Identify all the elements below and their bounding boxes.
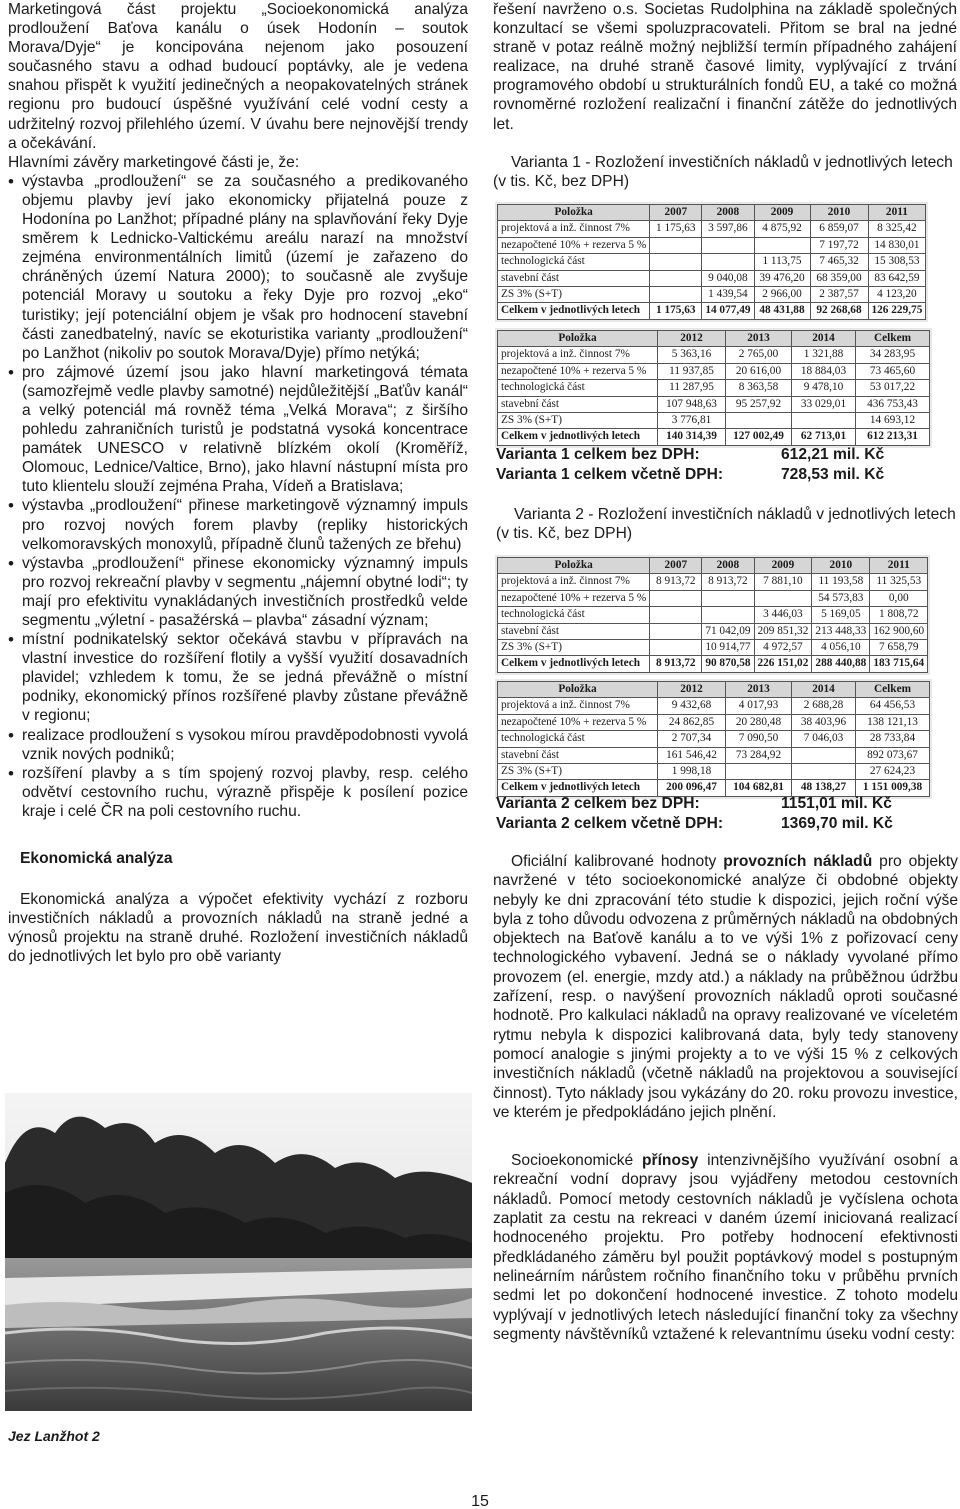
column-header: 2013: [726, 331, 792, 347]
weir-photo: [5, 1093, 472, 1411]
value-cell: 127 002,49: [726, 429, 792, 445]
table-row: [498, 380, 930, 396]
table-header-row: [498, 205, 926, 221]
row-label-cell: projektová a inž. činnost 7%: [498, 574, 650, 590]
value-cell: [726, 764, 792, 780]
column-header: 2008: [702, 558, 754, 574]
value-cell: [792, 764, 856, 780]
column-header: 2007: [650, 205, 702, 221]
column-header: 2007: [650, 558, 702, 574]
row-label-cell: nezapočtené 10% + rezerva 5 %: [498, 237, 650, 253]
variant2-sum-vat-row: [496, 815, 893, 833]
table-row: [498, 429, 930, 445]
row-label-cell: technologická část: [498, 254, 650, 270]
value-cell: 28 733,84: [856, 731, 930, 747]
value-cell: 4 123,20: [868, 287, 926, 303]
value-cell: 48 138,27: [792, 780, 856, 796]
table-row: [498, 623, 928, 639]
page-number: 15: [471, 1493, 489, 1509]
right-column-bottom: [493, 852, 958, 1344]
value-cell: 436 753,43: [856, 396, 930, 412]
value-cell: 2 688,28: [792, 698, 856, 714]
value-cell: 11 193,58: [812, 574, 870, 590]
table-row: [498, 731, 930, 747]
table-row: [498, 270, 926, 286]
row-label-cell: nezapočtené 10% + rezerva 5 %: [498, 590, 650, 606]
variant2-sum-vat-value: 1369,70 mil. Kč: [781, 815, 893, 832]
table-row: [498, 237, 926, 253]
value-cell: 62 713,01: [792, 429, 856, 445]
row-label-cell: stavební část: [498, 270, 650, 286]
variant1-sum-vat-label: Varianta 1 celkem včetně DPH:: [496, 466, 724, 483]
column-header: Položka: [498, 558, 650, 574]
value-cell: [754, 590, 812, 606]
value-cell: 1 439,54: [702, 287, 754, 303]
row-label-cell: ZS 3% (S+T): [498, 640, 650, 656]
variant2-table-b: [495, 679, 932, 799]
value-cell: 9 478,10: [792, 380, 856, 396]
value-cell: 11 325,53: [870, 574, 928, 590]
row-label-cell: projektová a inž. činnost 7%: [498, 347, 658, 363]
table-header-row: [498, 558, 928, 574]
ben-text-start: Socioekonomické: [511, 1152, 642, 1170]
table-header-row: [498, 331, 930, 347]
row-label-cell: stavební část: [498, 623, 650, 639]
variant2-table-a: [495, 555, 930, 675]
variant2-sum-value: 1151,01 mil. Kč: [781, 795, 892, 812]
value-cell: 892 073,67: [856, 747, 930, 763]
value-cell: 6 859,07: [810, 221, 868, 237]
value-cell: 20 616,00: [726, 363, 792, 379]
value-cell: 33 029,01: [792, 396, 856, 412]
variant1-sum-vat-row: [496, 466, 884, 484]
row-label-cell: technologická část: [498, 380, 658, 396]
table-row: [498, 254, 926, 270]
value-cell: 11 937,85: [658, 363, 726, 379]
value-cell: 73 465,60: [856, 363, 930, 379]
row-label-cell: stavební část: [498, 396, 658, 412]
value-cell: 288 440,88: [812, 656, 870, 672]
value-cell: 1 808,72: [870, 607, 928, 623]
value-cell: 1 321,88: [792, 347, 856, 363]
column-header: 2013: [726, 682, 792, 698]
column-header: Celkem: [856, 682, 930, 698]
value-cell: 8 325,42: [868, 221, 926, 237]
value-cell: 7 465,32: [810, 254, 868, 270]
value-cell: 8 913,72: [650, 574, 702, 590]
value-cell: [754, 237, 810, 253]
value-cell: 213 448,33: [812, 623, 870, 639]
value-cell: 90 870,58: [702, 656, 754, 672]
value-cell: [650, 590, 702, 606]
value-cell: 5 363,16: [658, 347, 726, 363]
column-header: Položka: [498, 205, 650, 221]
variant2-sum-row: [496, 795, 892, 813]
value-cell: 226 151,02: [754, 656, 812, 672]
table-row: [498, 698, 930, 714]
value-cell: 18 884,03: [792, 363, 856, 379]
value-cell: 14 830,01: [868, 237, 926, 253]
value-cell: 1 113,75: [754, 254, 810, 270]
value-cell: 54 573,83: [812, 590, 870, 606]
right-column-top: [493, 0, 957, 191]
column-header: Položka: [498, 682, 658, 698]
value-cell: [650, 237, 702, 253]
value-cell: 2 387,57: [810, 287, 868, 303]
value-cell: [650, 623, 702, 639]
value-cell: 14 077,49: [702, 303, 754, 319]
photo-caption: Jez Lanžhot 2: [8, 1428, 100, 1444]
operating-costs-paragraph: [493, 852, 958, 1122]
value-cell: 1 175,63: [650, 303, 702, 319]
value-cell: 71 042,09: [702, 623, 754, 639]
conclusions-lead: Hlavními závěry marketingové části je, že:: [8, 153, 300, 171]
value-cell: 3 597,86: [702, 221, 754, 237]
value-cell: 83 642,59: [868, 270, 926, 286]
column-header: 2014: [792, 682, 856, 698]
value-cell: 73 284,92: [726, 747, 792, 763]
op-text-start: Oficiální kalibrované hodnoty: [511, 853, 724, 870]
row-label-cell: projektová a inž. činnost 7%: [498, 698, 658, 714]
value-cell: 209 851,32: [754, 623, 812, 639]
table-header-row: [498, 682, 930, 698]
value-cell: 183 715,64: [870, 656, 928, 672]
value-cell: [702, 254, 754, 270]
variant2-sum-label: Varianta 2 celkem bez DPH:: [496, 795, 700, 812]
variant1-table-a: [495, 202, 928, 322]
value-cell: 140 314,39: [658, 429, 726, 445]
column-header: 2011: [868, 205, 926, 221]
value-cell: 24 862,85: [658, 714, 726, 730]
variant2-title: Varianta 2 - Rozložení investičních nákladů v jednotlivých letech (v tis. Kč, bez DPH): [496, 506, 956, 543]
value-cell: 9 432,68: [658, 698, 726, 714]
value-cell: 1 151 009,38: [856, 780, 930, 796]
column-header: Celkem: [856, 331, 930, 347]
table-row: [498, 590, 928, 606]
row-label-cell: Celkem v jednotlivých letech: [498, 429, 658, 445]
section-heading: Ekonomická analýza: [20, 850, 173, 868]
row-label-cell: nezapočtené 10% + rezerva 5 %: [498, 363, 658, 379]
value-cell: 64 456,53: [856, 698, 930, 714]
table-row: [498, 764, 930, 780]
row-label-cell: Celkem v jednotlivých letech: [498, 656, 650, 672]
value-cell: 612 213,31: [856, 429, 930, 445]
value-cell: 4 875,92: [754, 221, 810, 237]
table-row: [498, 396, 930, 412]
table-row: [498, 747, 930, 763]
column-header: 2014: [792, 331, 856, 347]
value-cell: 8 363,58: [726, 380, 792, 396]
row-label-cell: technologická část: [498, 731, 658, 747]
value-cell: 7 197,72: [810, 237, 868, 253]
ben-text-bold: přínosy: [642, 1152, 699, 1170]
row-label-cell: Celkem v jednotlivých letech: [498, 780, 658, 796]
variant1-sum-row: [496, 446, 884, 464]
value-cell: 2 707,34: [658, 731, 726, 747]
list-item: • realizace prodloužení s vysokou mírou pravděpodobnosti vyvolá vznik nových podniků;: [8, 726, 468, 764]
value-cell: [650, 640, 702, 656]
column-header: 2008: [702, 205, 754, 221]
value-cell: 161 546,42: [658, 747, 726, 763]
value-cell: 92 268,68: [810, 303, 868, 319]
row-label-cell: ZS 3% (S+T): [498, 287, 650, 303]
value-cell: 2 966,00: [754, 287, 810, 303]
value-cell: 0,00: [870, 590, 928, 606]
value-cell: 3 776,81: [658, 413, 726, 429]
value-cell: 126 229,75: [868, 303, 926, 319]
value-cell: 9 040,08: [702, 270, 754, 286]
value-cell: 4 972,57: [754, 640, 812, 656]
variant1-table-b: [495, 328, 932, 448]
value-cell: 53 017,22: [856, 380, 930, 396]
left-column: [8, 0, 468, 967]
list-item: • výstavba „prodloužení“ přinese ekonomicky významný impuls pro rozvoj rekreační plavby v segmentu „nájemní obytné lodi“; ty mají pro efektivitu vynakládaných investičních prostředků velde segmentu „výletní - pasažérská – plavba“ zásadní význam;: [8, 554, 468, 630]
value-cell: 7 090,50: [726, 731, 792, 747]
continuation-paragraph: řešení navrženo o.s. Societas Rudolphina na základě společných konzultací se všemi spoluzpracovateli. Přitom se bral na jedné straně v potaz reálně možný nejbližší termín případného zahájení realizace, na druhé straně časové limity, vyplývající z trvání programového období u strukturálních fondů EU, a také co možná rovnoměrné rozložení realizační i finanční zátěže do jednotlivých let.: [493, 1, 957, 133]
value-cell: 34 283,95: [856, 347, 930, 363]
row-label-cell: Celkem v jednotlivých letech: [498, 303, 650, 319]
value-cell: [726, 413, 792, 429]
value-cell: 104 682,81: [726, 780, 792, 796]
value-cell: [650, 270, 702, 286]
value-cell: 39 476,20: [754, 270, 810, 286]
row-label-cell: stavební část: [498, 747, 658, 763]
value-cell: 8 913,72: [702, 574, 754, 590]
value-cell: 8 913,72: [650, 656, 702, 672]
column-header: 2010: [812, 558, 870, 574]
value-cell: 95 257,92: [726, 396, 792, 412]
table-row: [498, 221, 926, 237]
variant1-sum-vat-value: 728,53 mil. Kč: [781, 466, 885, 483]
row-label-cell: ZS 3% (S+T): [498, 413, 658, 429]
table-row: [498, 347, 930, 363]
variant1-sum-value: 612,21 mil. Kč: [781, 446, 885, 463]
list-item: • výstavba „prodloužení“ se za současného a predikovaného objemu plavby jeví jako ekonomicky přijatelná pouze z Hodonína po Lanžhot; případné plány na splavňování řeky Dyje směrem k Lednicko-Valtickému areálu narazí na množství zejména environmentálních limitů (území je zařazeno do chráněných území Natura 2000); to současně ale zvyšuje potenciál Moravy u soutoku a řeky Dyje pro rozvoj „eko“ turistiky; její potenciální objem je však pro hodnocení stavební části zanedbatelný, navíc se ekoturistika varianty „prodloužení“ po Lanžhot (nikoliv po soutok Morava/Dyje) přímo netýká;: [8, 172, 468, 363]
benefits-paragraph: [493, 1151, 958, 1344]
value-cell: [792, 747, 856, 763]
table-row: [498, 413, 930, 429]
intro-paragraph: Marketingová část projektu „Socioekonomická analýza prodloužení Baťova kanálu o úsek Hodonín – soutok Morava/Dyje“ je koncipována nejenom jako posouzení současného stavu a odhad budoucí poptávky, ale je vedena snahou přispět k využití jedinečných a neopakovatelných stránek regionu pro budoucí úspěšné využívání celé vodní cesty a udržitelný rozvoj přilehlého území. V úvahu bere nejnovější trendy a očekávání.: [8, 1, 468, 152]
column-header: 2009: [754, 558, 812, 574]
value-cell: 68 359,00: [810, 270, 868, 286]
list-item: • pro zájmové území jsou jako hlavní marketingová témata (samozřejmě vedle plavby samotné) nejdůležitější „Baťův kanál“ a velký potenciál má rovněž téma „Velká Morava“; z širšího pohledu zahraničních turistů je podstatná vysoká koncentrace památek UNESCO v relativně blízkém okolí (Kroměříž, Olomouc, Lednice/Valtice, Brno), jako hlavní nástupní místa pro tuto klientelu slouží zejména Praha, Vídeň a Bratislava;: [8, 363, 468, 497]
value-cell: [702, 607, 754, 623]
value-cell: 15 308,53: [868, 254, 926, 270]
conclusions-list: [8, 172, 468, 821]
column-header: 2012: [658, 331, 726, 347]
value-cell: 1 998,18: [658, 764, 726, 780]
variant2-sum-vat-label: Varianta 2 celkem včetně DPH:: [496, 815, 724, 832]
value-cell: [702, 590, 754, 606]
column-header: Položka: [498, 331, 658, 347]
table-row: [498, 287, 926, 303]
table-row: [498, 656, 928, 672]
variant1-title: Varianta 1 - Rozložení investičních nákladů v jednotlivých letech (v tis. Kč, bez DPH): [493, 153, 953, 190]
value-cell: [702, 237, 754, 253]
value-cell: 14 693,12: [856, 413, 930, 429]
table-row: [498, 303, 926, 319]
op-text-rest: pro objekty navržené v této socioekonomické analýze či obdobné objekty nebyly ke dni zpracování této studie k dispozici, jejich roční výše byla z toho důvodu odvozena z průměrných nákladů na obdobných objektech na Baťově kanálu a to ve výši 1% z pořizovací ceny technologického vybavení. Jedná se o náklady vyvolané přímo provozem (el. energie, mzdy atd.) a náklady na průběžnou údržbu zařízení, resp. o navýšení provozních nákladů oproti současné hodnotě. Pro kalkulaci nákladů na opravy realizované ve víceletém rytmu nebyla k dispozici kalibrovaná data, byly tedy stanoveny pomocí analogie s jinými projekty a to ve výši 15 % z celkových investičních nákladů (včetně nákladů na projektovou a související činnost). Tyto náklady jsou vykázány do 20. roku provozu investice, ve kterém je předpokládáno jejich plnění.: [493, 853, 958, 1121]
column-header: 2011: [870, 558, 928, 574]
value-cell: 38 403,96: [792, 714, 856, 730]
list-item: • výstavba „prodloužení“ přinese marketingově významný impuls pro rozvoj nových forem plavby (repliky historických velkomoravských monoxylů, případně člunů tažených ze břehu): [8, 496, 468, 553]
value-cell: 7 046,03: [792, 731, 856, 747]
value-cell: 138 121,13: [856, 714, 930, 730]
table-row: [498, 363, 930, 379]
value-cell: 10 914,77: [702, 640, 754, 656]
ben-text-rest: intenzivnějšího využívání osobní a rekreační vodní dopravy jsou vyjádřeny metodou cestovních nákladů. Pomocí metody cestovních nákladů je vyčíslena ochota zaplatit za cestu na rekreaci v daném území iniciovaná realizací hodnoceného projektu. Pro potřeby hodnocení efektivnosti předkládaného záměru byl použit poptávkový model s postupným nelineárním nárůstem ročního finančního toku v průběhu prvních sedmi let po dokončení hodnocené investice. Z tohoto modelu vyplývají v jednotlivých letech následující finanční toky za všechny segmenty návštěvníků vztažené k relevantnímu úseku vodní cesty:: [493, 1152, 958, 1343]
table-row: [498, 607, 928, 623]
econ-paragraph: Ekonomická analýza a výpočet efektivity vychází z rozboru investičních nákladů a provozních nákladů na straně jedné a výnosů projektu na straně druhé. Rozložení investičních nákladů do jednotlivých let bylo pro obě varianty: [8, 891, 468, 966]
variant1-sum-label: Varianta 1 celkem bez DPH:: [496, 446, 700, 463]
column-header: 2012: [658, 682, 726, 698]
value-cell: 162 900,60: [870, 623, 928, 639]
value-cell: [650, 254, 702, 270]
value-cell: 27 624,23: [856, 764, 930, 780]
row-label-cell: ZS 3% (S+T): [498, 764, 658, 780]
table-row: [498, 574, 928, 590]
value-cell: [650, 607, 702, 623]
value-cell: 7 881,10: [754, 574, 812, 590]
row-label-cell: technologická část: [498, 607, 650, 623]
value-cell: 48 431,88: [754, 303, 810, 319]
value-cell: 4 056,10: [812, 640, 870, 656]
weir-photo-illustration: [5, 1093, 472, 1411]
value-cell: 7 658,79: [870, 640, 928, 656]
value-cell: 2 765,00: [726, 347, 792, 363]
table-row: [498, 640, 928, 656]
row-label-cell: nezapočtené 10% + rezerva 5 %: [498, 714, 658, 730]
value-cell: 5 169,05: [812, 607, 870, 623]
value-cell: [792, 413, 856, 429]
value-cell: 200 096,47: [658, 780, 726, 796]
row-label-cell: projektová a inž. činnost 7%: [498, 221, 650, 237]
value-cell: 4 017,93: [726, 698, 792, 714]
value-cell: 20 280,48: [726, 714, 792, 730]
table-row: [498, 714, 930, 730]
value-cell: 107 948,63: [658, 396, 726, 412]
value-cell: 3 446,03: [754, 607, 812, 623]
column-header: 2009: [754, 205, 810, 221]
column-header: 2010: [810, 205, 868, 221]
value-cell: [650, 287, 702, 303]
list-item: • rozšíření plavby a s tím spojený rozvoj plavby, resp. celého odvětví cestovního ruchu, výrazně přispěje k posílení pozice kraje i celé ČR na poli cestovního ruchu.: [8, 764, 468, 821]
table-row: [498, 780, 930, 796]
op-text-bold: provozních nákladů: [723, 853, 873, 870]
value-cell: 1 175,63: [650, 221, 702, 237]
list-item: • místní podnikatelský sektor očekává stavbu v přípravách na vlastní investice do rozšíření flotily a vyšší využití dosavadních plavidel; vzhledem k tomu, že se jedná převážně o místní podniky, ekonomický přínos rozšířené plavby zůstane převážně v regionu;: [8, 630, 468, 725]
value-cell: 11 287,95: [658, 380, 726, 396]
